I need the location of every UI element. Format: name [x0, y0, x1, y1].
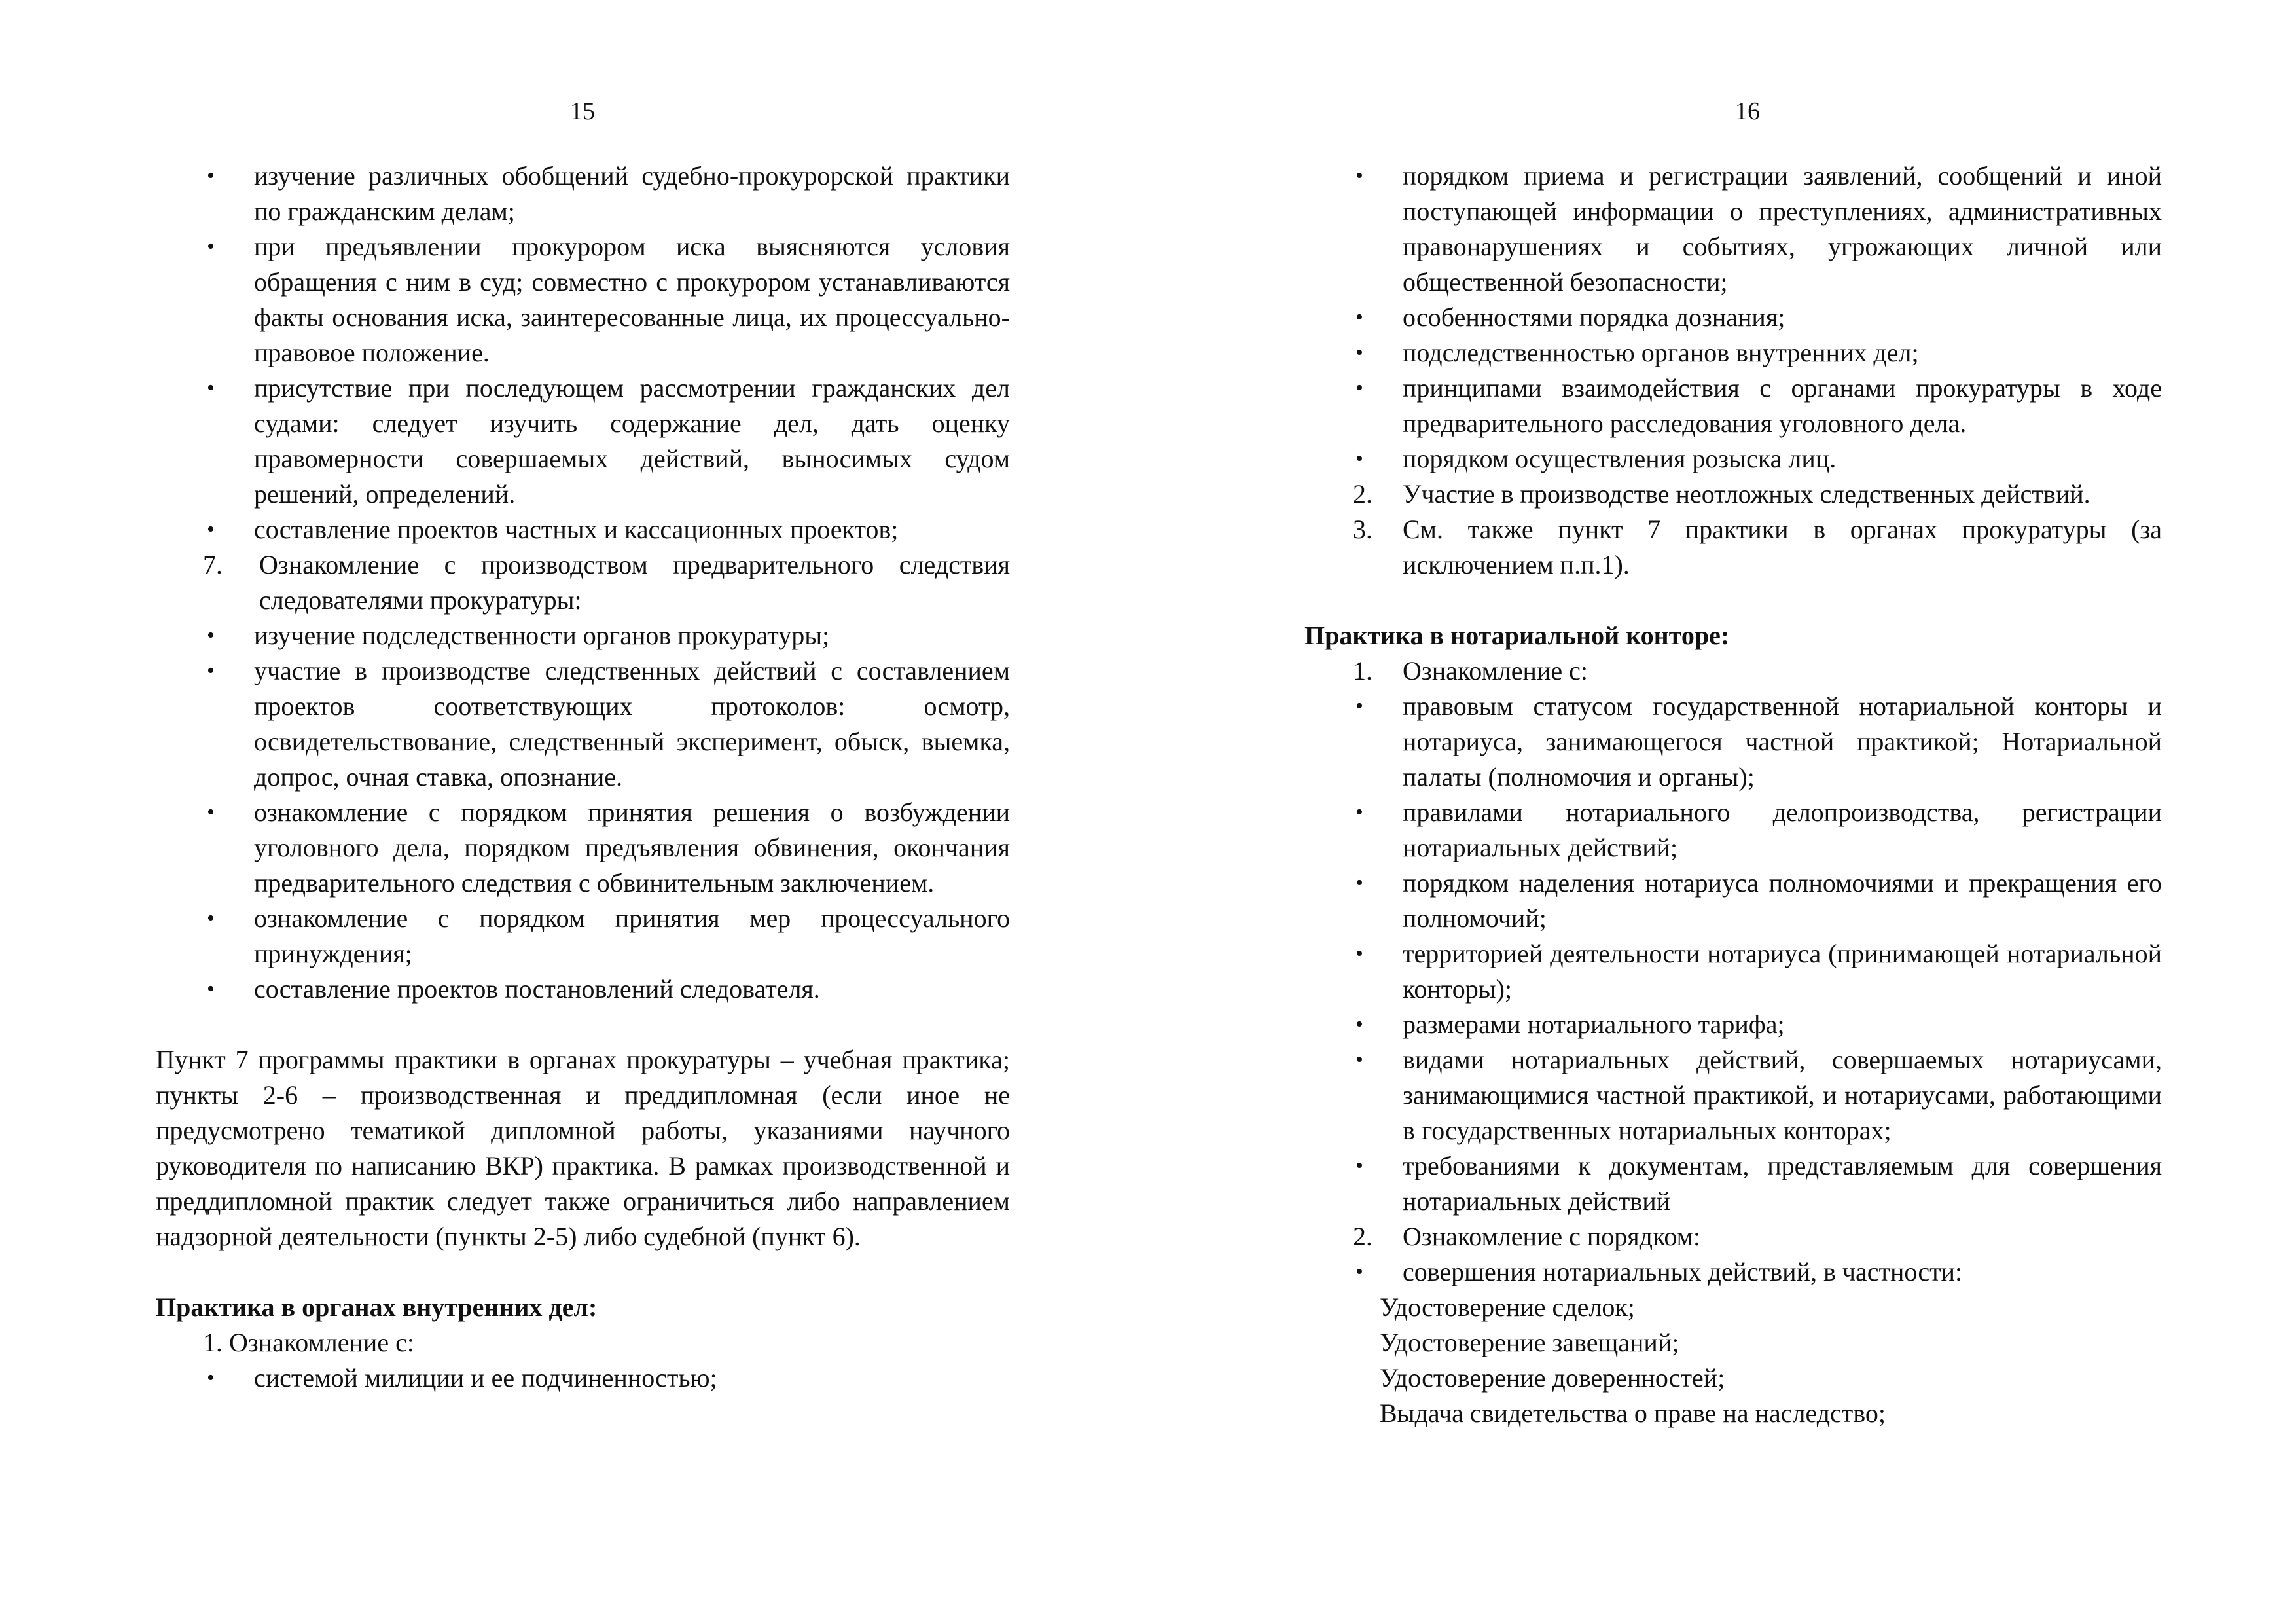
list-number: 3.	[1353, 515, 1372, 544]
numbered-line: 1. Ознакомление с:	[203, 1328, 414, 1357]
list-item: • изучение подследственности органов прокуратуры;	[156, 618, 1010, 653]
list-number: 7.	[203, 550, 223, 579]
list-item: • составление проектов постановлений следователя.	[156, 972, 1010, 1007]
bullet-icon: •	[207, 659, 215, 683]
page-number: 15	[570, 98, 595, 125]
list-item: • совершения нотариальных действий, в частности:	[1304, 1254, 2162, 1290]
list-item: • принципами взаимодействия с органами прокуратуры в ходе предварительного расследования уголовного дела.	[1304, 371, 2162, 441]
bullet-icon: •	[1355, 340, 1363, 365]
bullet-icon: •	[1355, 1260, 1363, 1284]
list-number: 2.	[1353, 479, 1372, 509]
right-page	[1148, 0, 2296, 1623]
bullet-icon: •	[207, 906, 215, 930]
plain-line: Удостоверение доверенностей;	[1380, 1363, 1725, 1393]
list-item: • правилами нотариального делопроизводства, регистрации нотариальных действий;	[1304, 795, 2162, 866]
bullet-icon: •	[207, 800, 215, 824]
section-heading: Практика в органах внутренних дел:	[156, 1292, 598, 1322]
bullet-icon: •	[207, 517, 215, 541]
bullet-icon: •	[207, 234, 215, 259]
bullet-icon: •	[207, 1366, 215, 1390]
list-item: • территорией деятельности нотариуса (принимающей нотариальной конторы);	[1304, 936, 2162, 1007]
numbered-item: 2. Участие в производстве неотложных следственных действий.	[1304, 477, 2162, 512]
list-item: • ознакомление с порядком принятия решения о возбуждении уголовного дела, порядком предъявления обвинения, окончания предварительного следствия с обвинительным заключением.	[156, 795, 1010, 901]
list-item: • размерами нотариального тарифа;	[1304, 1007, 2162, 1042]
list-item: • составление проектов частных и кассационных проектов;	[156, 512, 1010, 547]
bullet-icon: •	[1355, 941, 1363, 966]
spacer	[1304, 583, 2162, 618]
list-item: • порядком приема и регистрации заявлений, сообщений и иной поступающей информации о преступлениях, административных правонарушениях и событиях, угрожающих личной или общественной безопасности;	[1304, 158, 2162, 300]
bullet-icon: •	[1355, 1154, 1363, 1178]
bullet-icon: •	[207, 164, 215, 188]
bullet-icon: •	[1355, 305, 1363, 329]
bullet-icon: •	[207, 977, 215, 1001]
page-number: 16	[1735, 98, 1760, 125]
list-item: • участие в производстве следственных действий с составлением проектов соответствующих протоколов: осмотр, освидетельствование, следственный эксперимент, обыск, выемка, допрос, очная ставка, опознание.	[156, 653, 1010, 795]
bullet-icon: •	[1355, 447, 1363, 471]
spacer	[156, 1007, 1010, 1042]
list-number: 1.	[1353, 656, 1372, 685]
bullet-icon: •	[1355, 800, 1363, 824]
list-item: • особенностями порядка дознания;	[1304, 300, 2162, 335]
plain-line: Удостоверение сделок;	[1380, 1292, 1635, 1322]
bullet-icon: •	[1355, 694, 1363, 718]
numbered-item: 3. См. также пункт 7 практики в органах прокуратуры (за исключением п.п.1).	[1304, 512, 2162, 583]
bullet-icon: •	[1355, 376, 1363, 400]
paragraph: Пункт 7 программы практики в органах прокуратуры – учебная практика; пункты 2-6 – производственная и преддипломная (если иное не предусмотрено тематикой дипломной работы, указаниями научного руководителя по написанию ВКР) практика. В рамках производственной и преддипломной практик следует также ограничиться либо направлением надзорной деятельности (пункты 2-5) либо судебной (пункт 6).	[156, 1045, 1010, 1251]
bullet-icon: •	[207, 376, 215, 400]
list-item: • видами нотариальных действий, совершаемых нотариусами, занимающимися частной практикой, и нотариусами, работающими в государственных нотариальных конторах;	[1304, 1042, 2162, 1148]
bullet-icon: •	[207, 623, 215, 647]
list-item: • порядком осуществления розыска лиц.	[1304, 441, 2162, 477]
list-item: • ознакомление с порядком принятия мер процессуального принуждения;	[156, 901, 1010, 972]
bullet-icon: •	[1355, 871, 1363, 895]
list-item: • изучение различных обобщений судебно-прокурорской практики по гражданским делам;	[156, 158, 1010, 229]
bullet-icon: •	[1355, 1048, 1363, 1072]
list-item: • требованиями к документам, представляемым для совершения нотариальных действий	[1304, 1148, 2162, 1219]
list-item: • правовым статусом государственной нотариальной конторы и нотариуса, занимающегося частной практикой; Нотариальной палаты (полномочия и органы);	[1304, 689, 2162, 795]
plain-line: Выдача свидетельства о праве на наследство;	[1380, 1398, 1886, 1428]
right-page-content	[1304, 158, 2162, 1431]
bullet-icon: •	[1355, 1012, 1363, 1036]
list-item: • подследственностью органов внутренних дел;	[1304, 335, 2162, 371]
list-item: • системой милиции и ее подчиненностью;	[156, 1360, 1010, 1396]
list-item: • порядком наделения нотариуса полномочиями и прекращения его полномочий;	[1304, 866, 2162, 936]
numbered-item: 2. Ознакомление с порядком:	[1304, 1219, 2162, 1254]
left-page-content	[156, 158, 1010, 1396]
numbered-item: 1. Ознакомление с:	[1304, 653, 2162, 689]
numbered-item: 7. Ознакомление с производством предварительного следствия следователями прокуратуры:	[156, 547, 1010, 618]
list-number: 2.	[1353, 1222, 1372, 1251]
list-item: • присутствие при последующем рассмотрении гражданских дел судами: следует изучить содержание дел, дать оценку правомерности совершаемых действий, выносимых судом решений, определений.	[156, 371, 1010, 512]
spacer	[156, 1254, 1010, 1290]
list-item: • при предъявлении прокурором иска выясняются условия обращения с ним в суд; совместно с прокурором устанавливаются факты основания иска, заинтересованные лица, их процессуально-правовое положение.	[156, 229, 1010, 371]
bullet-icon: •	[1355, 164, 1363, 188]
section-heading: Практика в нотариальной конторе:	[1304, 621, 1730, 650]
plain-line: Удостоверение завещаний;	[1380, 1328, 1679, 1357]
